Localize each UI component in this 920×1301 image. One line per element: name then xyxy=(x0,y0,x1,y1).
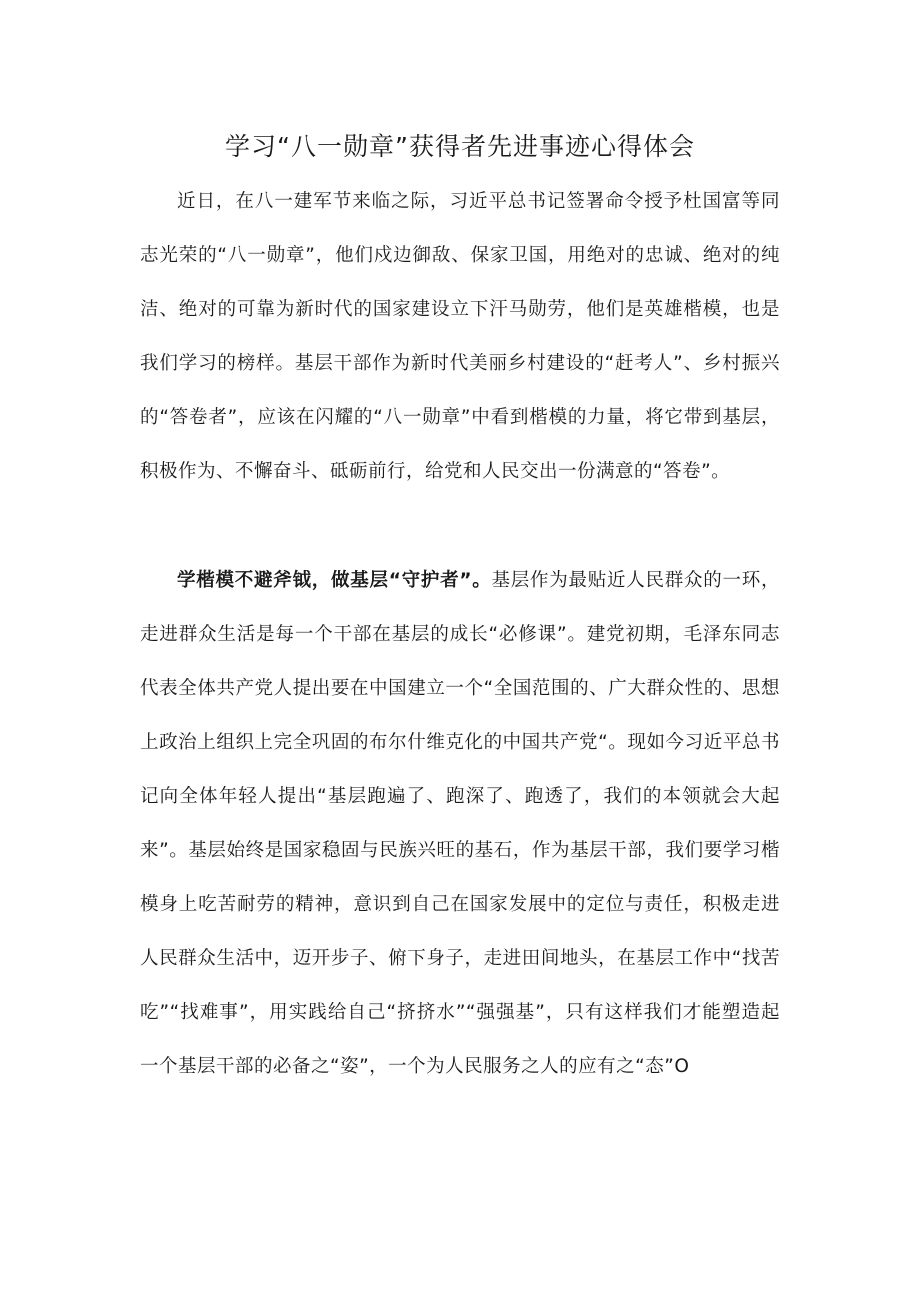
paragraph-intro: 近日，在八一建军节来临之际，习近平总书记签署命令授予杜国富等同志光荣的“八一勋章”，他们戍边御敌、保家卫国，用绝对的忠诚、绝对的纯洁、绝对的可靠为新时代的国家建设立下汗马勋劳，他们是英雄楷模，也是我们学习的榜样。基层干部作为新时代美丽乡村建设的“赶考人”、乡村振兴的“答卷者”，应该在闪耀的“八一勋章”中看到楷模的力量，将它带到基层，积极作为、不懈奋斗、砥砺前行，给党和人民交出一份满意的“答卷”。 xyxy=(140,191,780,482)
section-heading: 学楷模不避斧钺，做基层“守护者”。 xyxy=(177,570,492,591)
section-body: 基层作为最贴近人民群众的一环，走进群众生活是每一个干部在基层的成长“必修课”。建党初期，毛泽东同志代表全体共产党人提出要在中国建立一个“全国范围的、广大群众性的、思想上政治上组织上完全巩固的布尔什维克化的中国共产党“。现如今习近平总书记向全体年轻人提出“基层跑遍了、跑深了、跑透了，我们的本领就会大起来”。基层始终是国家稳固与民族兴旺的基石，作为基层干部，我们要学习楷模身上吃苦耐劳的精神，意识到自己在国家发展中的定位与责任，积极走进人民群众生活中，迈开步子、俯下身子，走进田间地头，在基层工作中“找苦吃”“找难事”，用实践给自己“挤挤水”“强强基”，只有这样我们才能塑造起一个基层干部的必备之“姿”，一个为人民服务之人的应有之“态”O xyxy=(140,570,780,1077)
document-title: 学习“八一勋章”获得者先进事迹心得体会 xyxy=(225,132,695,161)
paragraph-section-1 xyxy=(140,554,780,1094)
